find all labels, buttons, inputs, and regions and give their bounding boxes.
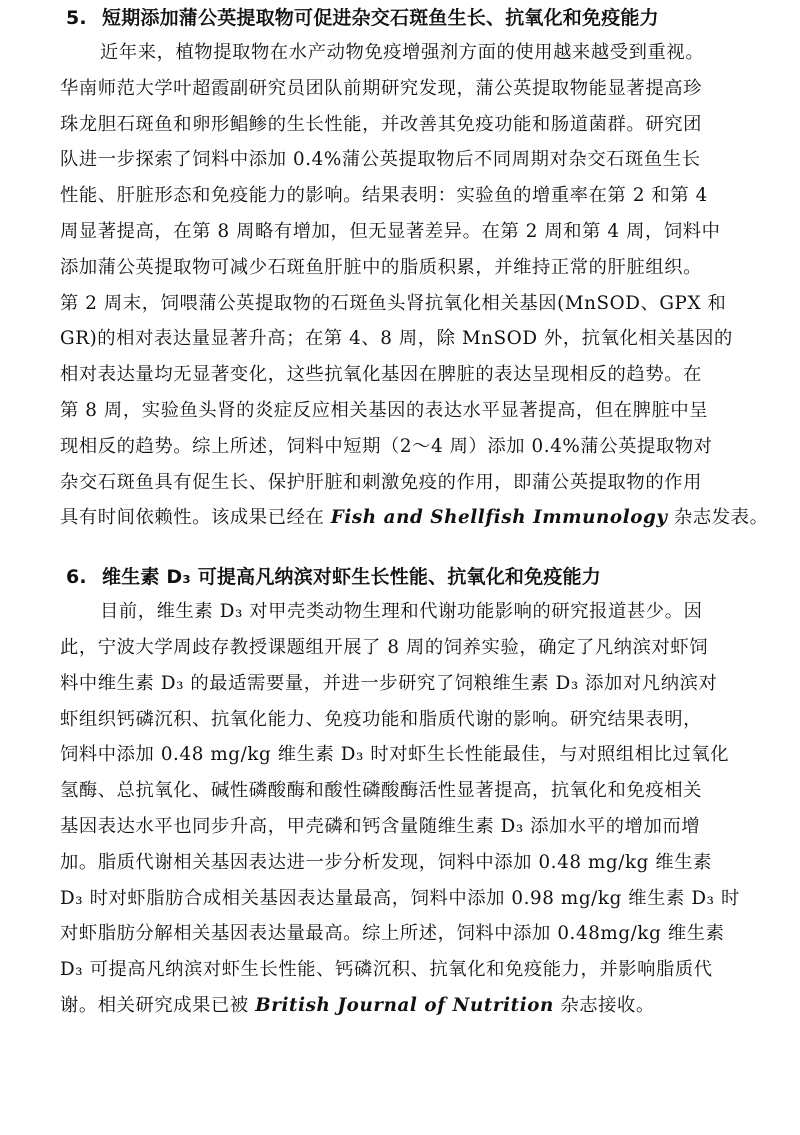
last-line-suffix: 杂志发表。	[667, 507, 769, 529]
section-5-paragraph	[60, 35, 780, 536]
paragraph-line: 相对表达量均无显著变化，这些抗氧化基因在脾脏的表达呈现相反的趋势。在	[60, 364, 702, 386]
section-6-paragraph	[60, 594, 780, 1024]
paragraph-line: 虾组织钙磷沉积、抗氧化能力、免疫功能和脂质代谢的影响。研究结果表明，	[60, 708, 702, 730]
section-5-number: 5.	[66, 7, 87, 29]
section-6-title: 维生素 D₃ 可提高凡纳滨对虾生长性能、抗氧化和免疫能力	[102, 566, 601, 589]
paragraph-line: 饲料中添加 0.48 mg/kg 维生素 D₃ 时对虾生长性能最佳，与对照组相比过氧化	[60, 744, 730, 766]
paragraph-line: 第 8 周，实验鱼头肾的炎症反应相关基因的表达水平显著提高，但在脾脏中呈	[60, 399, 709, 421]
paragraph-line: 珠龙胆石斑鱼和卵形鲳鲹的生长性能，并改善其免疫功能和肠道菌群。研究团	[60, 113, 702, 135]
paragraph-line: 华南师范大学叶超霞副研究员团队前期研究发现，蒲公英提取物能显著提高珍	[60, 77, 702, 99]
section-5-title: 短期添加蒲公英提取物可促进杂交石斑鱼生长、抗氧化和免疫能力	[102, 7, 659, 29]
paragraph-line: 此，宁波大学周歧存教授课题组开展了 8 周的饲养实验，确定了凡纳滨对虾饲	[60, 636, 709, 658]
paragraph-line: 添加蒲公英提取物可减少石斑鱼肝脏中的脂质积累，并维持正常的肝脏组织。	[60, 256, 702, 278]
paragraph-last-line	[60, 500, 780, 536]
last-line-suffix: 杂志接收。	[553, 994, 655, 1016]
paragraph-line: 现相反的趋势。综上所述，饲料中短期（2～4 周）添加 0.4%蒲公英提取物对	[60, 435, 713, 457]
paragraph-line: GR)的相对表达量显著升高；在第 4、8 周，除 MnSOD 外，抗氧化相关基因的	[60, 328, 733, 350]
paragraph-line: 第 2 周末，饲喂蒲公英提取物的石斑鱼头肾抗氧化相关基因(MnSOD、GPX 和	[60, 292, 727, 314]
paragraph-line: 周显著提高，在第 8 周略有增加，但无显著差异。在第 2 周和第 4 周，饲料中	[60, 220, 721, 242]
paragraph-line: 近年来，植物提取物在水产动物免疫增强剂方面的使用越来越受到重视。	[100, 42, 705, 63]
last-line-prefix: 具有时间依赖性。该成果已经在	[60, 507, 331, 529]
paragraph-line: 基因表达水平也同步升高，甲壳磷和钙含量随维生素 D₃ 添加水平的增加而增	[60, 815, 701, 837]
section-5-heading	[60, 4, 780, 32]
paragraph-line: 杂交石斑鱼具有促生长、保护肝脏和刺激免疫的作用，即蒲公英提取物的作用	[60, 471, 702, 493]
section-6-heading	[60, 563, 780, 591]
paragraph-line: 加。脂质代谢相关基因表达进一步分析发现，饲料中添加 0.48 mg/kg 维生素	[60, 851, 712, 873]
paragraph-line: 对虾脂肪分解相关基因表达量最高。综上所述，饲料中添加 0.48mg/kg 维生素	[60, 923, 725, 945]
paragraph-line: 氢酶、总抗氧化、碱性磷酸酶和酸性磷酸酶活性显著提高，抗氧化和免疫相关	[60, 780, 702, 802]
paragraph-line: 料中维生素 D₃ 的最适需要量，并进一步研究了饲粮维生素 D₃ 添加对凡纳滨对	[60, 672, 718, 694]
document-page	[60, 4, 780, 1024]
last-line-prefix: 谢。相关研究成果已被	[60, 994, 256, 1016]
journal-name: Fish and Shellfish Immunology	[330, 507, 668, 529]
paragraph-line: D₃ 可提高凡纳滨对虾生长性能、钙磷沉积、抗氧化和免疫能力，并影响脂质代	[60, 959, 713, 981]
paragraph-last-line	[60, 988, 780, 1024]
paragraph-line: 目前，维生素 D₃ 对甲壳类动物生理和代谢功能影响的研究报道甚少。因	[100, 601, 703, 623]
paragraph-line: D₃ 时对虾脂肪合成相关基因表达量最高，饲料中添加 0.98 mg/kg 维生素 D₃ 时	[60, 887, 740, 909]
paragraph-line: 队进一步探索了饲料中添加 0.4%蒲公英提取物后不同周期对杂交石斑鱼生长	[60, 149, 701, 171]
paragraph-line: 性能、肝脏形态和免疫能力的影响。结果表明：实验鱼的增重率在第 2 和第 4	[60, 185, 708, 207]
journal-name: British Journal of Nutrition	[255, 994, 554, 1016]
section-6-number: 6.	[66, 566, 87, 589]
